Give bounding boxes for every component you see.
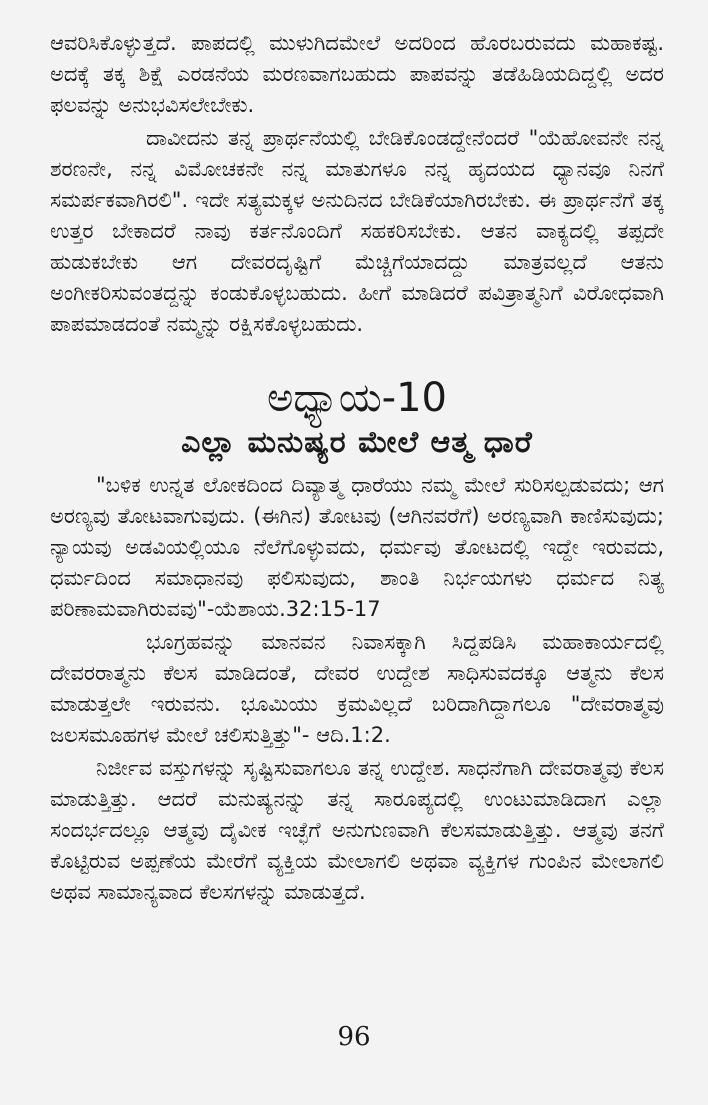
paragraph-spirit-work: ನಿರ್ಜೀವ ವಸ್ತುಗಳನ್ನು ಸೃಷ್ಟಿಸುವಾಗಲೂ ತನ್ನ ಉದ್ದೇಶ. ಸಾಧನೆಗಾಗಿ ದೇವರಾತ್ಮವು ಕೆಲಸ ಮಾಡುತ್ತಿತ್ತು. ಆದರೆ ಮನುಷ್ಯನನ್ನು ತನ್ನ ಸಾರೂಪ್ಯದಲ್ಲಿ ಉಂಟುಮಾಡಿದಾಗ ಎಲ್ಲಾ ಸಂದರ್ಭದಲ್ಲೂ ಆತ್ಮವು ದೈವೀಕ ಇಚ್ಛೆಗೆ ಅನುಗುಣವಾಗಿ ಕೆಲಸಮಾಡುತ್ತಿತ್ತು. ಆತ್ಮವು ತನಗೆ ಕೊಟ್ಟಿರುವ ಅಪ್ಪಣೆಯ ಮೇರೆಗೆ ವ್ಯಕ್ತಿಯ ಮೇಲಾಗಲಿ ಅಥವಾ ವ್ಯಕ್ತಿಗಳ ಗುಂಪಿನ ಮೇಲಾಗಲಿ ಅಥವ ಸಾಮಾನ್ಯವಾದ ಕೆಲಸಗಳನ್ನು ಮಾಡುತ್ತದೆ. (50, 756, 664, 904)
page-number: 96 (337, 1022, 371, 1052)
paragraph-spirit-creation: ಭೂಗ್ರಹವನ್ನು ಮಾನವನ ನಿವಾಸಕ್ಕಾಗಿ ಸಿದ್ದಪಡಿಸಿ ಮಹಾಕಾರ್ಯದಲ್ಲಿ ದೇವರರಾತ್ಮನು ಕೆಲಸ ಮಾಡಿದಂತೆ, ದೇವರ ಉದ್ದೇಶ ಸಾಧಿಸುವದಕ್ಕೂ ಆತ್ಮನು ಕೆಲಸ ಮಾಡುತ್ತಲೇ ಇರುವನು. ಭೂಮಿಯು ಕ್ರಮವಿಲ್ಲದೆ ಬರಿದಾಗಿದ್ದಾಗಲೂ "ದೇವರಾತ್ಮವು ಜಲಸಮೂಹಗಳ ಮೇಲೆ ಚಲಿಸುತ್ತಿತ್ತು"- ಆದಿ.1:2. (50, 630, 664, 747)
paragraph-continuation: ಆವರಿಸಿಕೊಳ್ಳುತ್ತದೆ. ಪಾಪದಲ್ಲಿ ಮುಳುಗಿದಮೇಲೆ ಅದರಿಂದ ಹೊರಬರುವದು ಮಹಾಕಷ್ಟ. ಅದಕ್ಕೆ ತಕ್ಕ ಶಿಕ್ಷೆ ಎರಡನೆಯ ಮರಣವಾಗಬಹುದು ಪಾಪವನ್ನು ತಡೆಹಿಡಿಯದಿದ್ದಲ್ಲಿ ಅದರ ಫಲವನ್ನು ಅನುಭವಿಸಲೇಬೇಕು. (50, 31, 664, 117)
chapter-subtitle: ಎಲ್ಲಾ ಮನುಷ್ಯರ ಮೇಲೆ ಆತ್ಮ ಧಾರೆ (181, 425, 533, 460)
chapter-title: ಅಧ್ಯಾಯ-10 (266, 375, 447, 421)
paragraph-scripture-quote: "ಬಳಿಕ ಉನ್ನತ ಲೋಕದಿಂದ ದಿವ್ಯಾತ್ಮ ಧಾರೆಯು ನಮ್ಮ ಮೇಲೆ ಸುರಿಸಲ್ಪಡುವದು; ಆಗ ಅರಣ್ಯವು ತೋಟವಾಗುವುದು. (ಈಗಿನ) ತೋಟವು (ಆಗಿನವರೆಗೆ) ಅರಣ್ಯವಾಗಿ ಕಾಣಿಸುವುದು; ನ್ಯಾಯವು ಅಡವಿಯಲ್ಲಿಯೂ ನೆಲೆಗೊಳ್ಳುವದು, ಧರ್ಮವು ತೋಟದಲ್ಲಿ ಇದ್ದೇ ಇರುವದು, ಧರ್ಮದಿಂದ ಸಮಾಧಾನವು ಫಲಿಸುವುದು, ಶಾಂತಿ ನಿರ್ಭಯಗಳು ಧರ್ಮದ ನಿತ್ಯ ಪರಿಣಾಮವಾಗಿರುವವು"-ಯೆಶಾಯ.32:15-17 (50, 473, 664, 621)
paragraph-david-prayer: ದಾವೀದನು ತನ್ನ ಪ್ರಾರ್ಥನೆಯಲ್ಲಿ ಬೇಡಿಕೊಂಡದ್ದೇನೆಂದರೆ "ಯೆಹೋವನೇ ನನ್ನ ಶರಣನೇ, ನನ್ನ ವಿಮೋಚಕನೇ ನನ್ನ ಮಾತುಗಳೂ ನನ್ನ ಹೃದಯದ ಧ್ಯಾನವೂ ನಿನಗೆ ಸಮರ್ಪಕವಾಗಿರಲಿ". ಇದೇ ಸತ್ಯಮಕ್ಕಳ ಅನುದಿನದ ಬೇಡಿಕೆಯಾಗಿರಬೇಕು. ಈ ಪ್ರಾರ್ಥನೆಗೆ ತಕ್ಕ ಉತ್ತರ ಬೇಕಾದರೆ ನಾವು ಕರ್ತನೊಂದಿಗೆ ಸಹಕರಿಸಬೇಕು. ಆತನ ವಾಕ್ಯದಲ್ಲಿ ತಪ್ಪದೇ ಹುಡುಕಬೇಕು ಆಗ ದೇವರದೃಷ್ಟಿಗೆ ಮೆಚ್ಚಿಗೆಯಾದದ್ದು ಮಾತ್ರವಲ್ಲದೆ ಆತನು ಅಂಗೀಕರಿಸುವಂತದ್ದನ್ನು ಕಂಡುಕೊಳ್ಳಬಹುದು. ಹೀಗೆ ಮಾಡಿದರೆ ಪವಿತ್ರಾತ್ಮನಿಗೆ ವಿರೋಧವಾಗಿ ಪಾಪಮಾಡದಂತೆ ನಮ್ಮನ್ನು ರಕ್ಷಿಸಕೊಳ್ಳಬಹುದು. (50, 126, 664, 336)
